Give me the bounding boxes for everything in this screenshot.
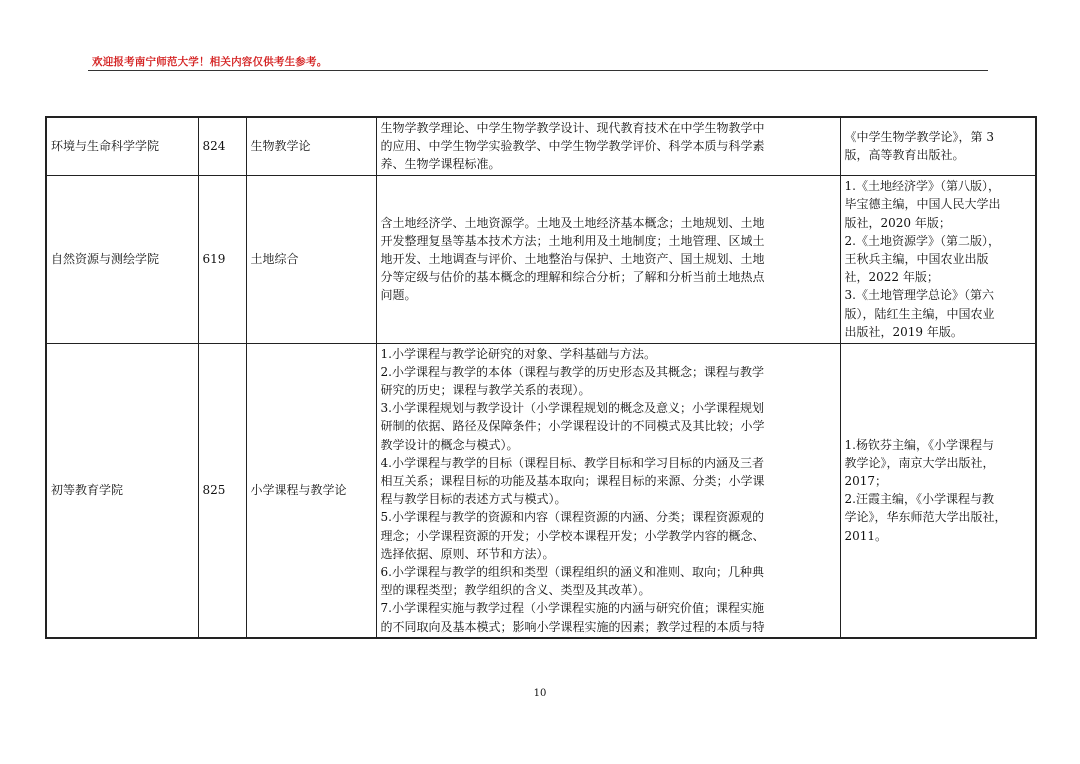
book-line: 学论》，华东师范大学出版社， [844,510,1007,525]
book-line: 1.杨钦芬主编，《小学课程与 [844,437,994,452]
scope-line: 3.小学课程规划与教学设计（小学课程规划的概念及意义；小学课程规划 [380,401,764,416]
scope-line: 开发整理复垦等基本技术方法；土地利用及土地制度；土地管理、区域土 [380,233,765,248]
scope-line: 型的课程类型；教学组织的含义、类型及其改革）。 [380,583,651,598]
scope-line: 理念；小学课程资源的开发；小学校本课程开发；小学教学内容的概念、 [380,528,765,543]
subject-name-cell: 生物教学论 [246,117,376,175]
table-row [46,117,1036,175]
college-cell: 初等教育学院 [46,343,198,638]
table-row [46,343,1036,638]
book-line: 1.《土地经济学》（第八版）， [844,179,1000,194]
scope-line: 教学设计的概念与模式）。 [380,437,519,452]
header-notice: 欢迎报考南宁师范大学！相关内容仅供考生参考。 [92,56,328,68]
page-number: 10 [533,688,547,699]
book-line: 社，2022 年版； [844,270,939,285]
exam-scope-cell [376,117,840,175]
scope-line: 养、生物学课程标准。 [380,157,501,172]
table-row [46,175,1036,343]
exam-scope-cell [376,343,840,638]
scope-line: 5.小学课程与教学的资源和内容（课程资源的内涵、分类；课程资源观的 [380,510,764,525]
book-line: 版，高等教育出版社。 [844,148,965,163]
book-line: 2017； [844,474,888,489]
book-line: 毕宝德主编，中国人民大学出 [844,197,1001,212]
book-line: 出版社，2019 年版。 [844,324,963,339]
book-line: 王秋兵主编，中国农业出版 [844,252,989,266]
book-line: 《中学生物学教学论》，第 3 [844,130,994,145]
exam-scope-cell [376,175,840,343]
subject-code-cell: 825 [198,343,246,638]
header-divider [88,70,988,71]
scope-line: 分等定级与估价的基本概念的理解和综合分析；了解和分析当前土地热点 [380,270,765,285]
book-line: 2.《土地资源学》（第二版）， [844,233,1000,248]
book-line: 2011。 [844,528,888,543]
scope-line: 研究的历史；课程与教学关系的表现）。 [380,383,591,398]
subject-code-cell: 824 [198,117,246,175]
exam-subject-table [45,116,1037,639]
reference-books-cell [840,343,1036,638]
subject-name-cell: 土地综合 [246,175,376,343]
book-line: 版），陆红生主编，中国农业 [844,306,995,321]
scope-line: 相互关系；课程目标的功能及基本取向；课程目标的来源、分类；小学课 [380,474,765,489]
scope-line: 问题。 [380,288,417,303]
scope-line: 的不同取向及基本模式；影响小学课程实施的因素；教学过程的本质与特 [380,619,765,634]
scope-line: 4.小学课程与教学的目标（课程目标、教学目标和学习目标的内涵及三者 [380,455,764,470]
subject-name-cell: 小学课程与教学论 [246,343,376,638]
scope-line: 6.小学课程与教学的组织和类型（课程组织的涵义和准则、取向；几种典 [380,565,764,580]
scope-line: 生物学教学理论、中学生物学教学设计、现代教育技术在中学生物教学中 [380,121,765,135]
scope-line: 程与教学目标的表述方式与模式）。 [380,492,567,507]
book-line: 版社，2020 年版； [844,215,951,230]
scope-line: 选择依据、原则、环节和方法）。 [380,546,555,561]
scope-line: 含土地经济学、土地资源学。土地及土地经济基本概念；土地规划、土地 [380,215,765,230]
book-line: 2.汪霞主编，《小学课程与教 [844,492,994,507]
subject-code-cell: 619 [198,175,246,343]
scope-line: 研制的依据、路径及保障条件；小学课程设计的不同模式及其比较；小学 [380,419,765,434]
scope-line: 7.小学课程实施与教学过程（小学课程实施的内涵与研究价值；课程实施 [380,601,764,616]
college-cell: 环境与生命科学学院 [46,117,198,175]
scope-line: 地开发、土地调查与评价、土地整治与保护、土地资产、国土规划、土地 [380,252,765,266]
scope-line: 1.小学课程与教学论研究的对象、学科基础与方法。 [380,346,656,361]
scope-line: 的应用、中学生物学实验教学、中学生物学教学评价、科学本质与科学素 [380,139,765,154]
college-cell: 自然资源与测绘学院 [46,175,198,343]
reference-books-cell [840,175,1036,343]
book-line: 教学论》，南京大学出版社， [844,455,995,470]
reference-books-cell [840,117,1036,175]
book-line: 3.《土地管理学总论》（第六 [844,288,994,303]
scope-line: 2.小学课程与教学的本体（课程与教学的历史形态及其概念；课程与教学 [380,364,764,379]
